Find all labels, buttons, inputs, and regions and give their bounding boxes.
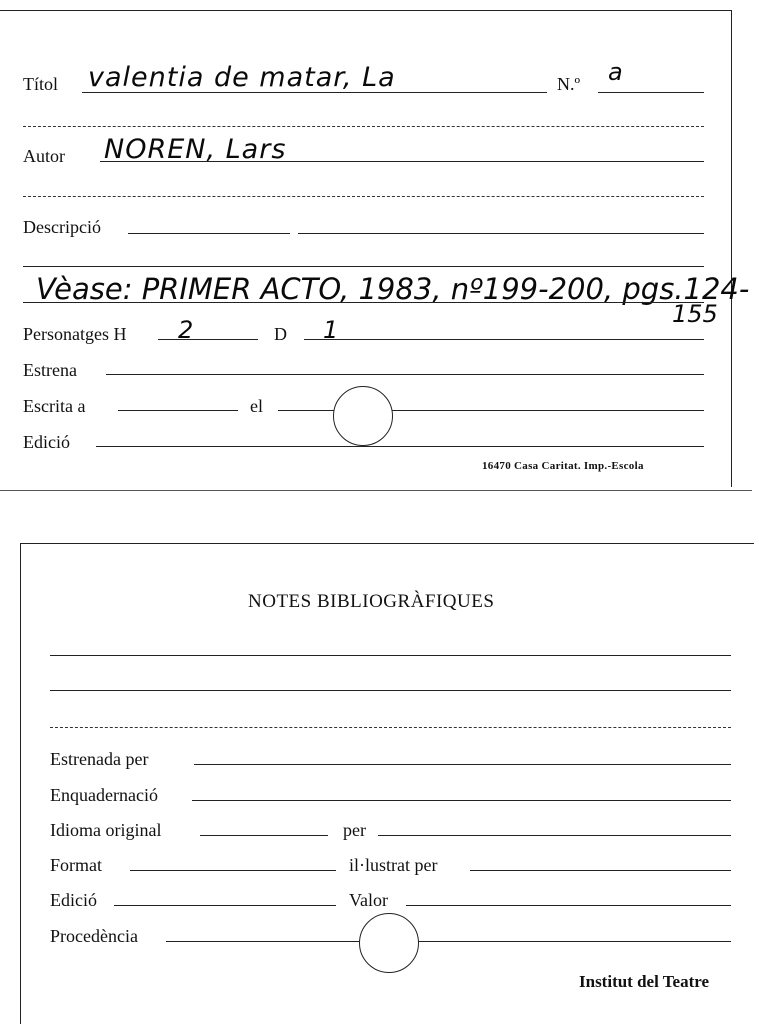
titol-label: Títol xyxy=(23,74,58,94)
escrita-label: Escrita a xyxy=(23,396,86,416)
reference-note-line1[interactable]: Vèase: PRIMER ACTO, 1983, nº199-200, pgs.124- xyxy=(36,272,750,306)
estrena-line xyxy=(106,374,704,375)
titol-line xyxy=(82,92,547,93)
personatges-label: Personatges H xyxy=(23,324,127,344)
per-line xyxy=(378,835,731,836)
autor-value[interactable]: NOREN, Lars xyxy=(104,134,287,165)
valor-label: Valor xyxy=(349,890,388,910)
reference-note-line2[interactable]: 155 xyxy=(672,300,718,328)
titol-value[interactable]: valentia de matar, La xyxy=(88,62,396,93)
idioma-line xyxy=(200,835,328,836)
edicio-back-line xyxy=(114,905,336,906)
numero-value[interactable]: a xyxy=(608,58,624,86)
enquadernacio-line xyxy=(192,800,731,801)
edicio-line xyxy=(96,446,704,447)
card-divider xyxy=(0,490,752,491)
descripcio-line-a xyxy=(128,233,290,234)
illustrat-line xyxy=(470,870,731,871)
numero-label: N.º xyxy=(557,74,581,94)
personatges-h-value[interactable]: 2 xyxy=(178,316,195,344)
edicio-label: Edició xyxy=(23,432,70,452)
descripcio-label: Descripció xyxy=(23,217,101,237)
autor-continuation-line xyxy=(23,196,704,197)
autor-label: Autor xyxy=(23,146,65,166)
reference-note-underline xyxy=(23,302,704,303)
edicio-back-label: Edició xyxy=(50,890,97,910)
notes-line-1 xyxy=(50,655,731,656)
valor-line xyxy=(406,905,731,906)
format-line xyxy=(130,870,336,871)
notes-line-3 xyxy=(50,727,731,728)
notes-line-2 xyxy=(50,690,731,691)
illustrat-label: il·lustrat per xyxy=(349,855,438,875)
titol-continuation-line xyxy=(23,126,704,127)
institution-name: Institut del Teatre xyxy=(579,972,710,991)
punch-hole-back xyxy=(359,913,419,973)
printer-note: 16470 Casa Caritat. Imp.-Escola xyxy=(482,460,644,472)
format-label: Format xyxy=(50,855,102,875)
per-label: per xyxy=(343,820,366,840)
numero-line xyxy=(598,92,704,93)
personatges-d-line xyxy=(304,339,704,340)
personatges-h-line xyxy=(158,339,258,340)
punch-hole xyxy=(333,386,393,446)
estrenada-label: Estrenada per xyxy=(50,749,149,769)
notes-heading: NOTES BIBLIOGRÀFIQUES xyxy=(248,591,495,612)
el-label: el xyxy=(250,396,263,416)
procedencia-label: Procedència xyxy=(50,926,138,946)
personatges-d-value[interactable]: 1 xyxy=(323,316,340,344)
estrena-label: Estrena xyxy=(23,360,77,380)
escrita-line xyxy=(118,410,238,411)
personatges-d-label: D xyxy=(274,324,287,344)
autor-line xyxy=(100,161,704,162)
descripcio-line-b xyxy=(298,233,704,234)
estrenada-line xyxy=(194,764,731,765)
descripcio-line-2 xyxy=(23,266,704,267)
idioma-label: Idioma original xyxy=(50,820,162,840)
procedencia-line xyxy=(166,941,731,942)
enquadernacio-label: Enquadernació xyxy=(50,785,158,805)
